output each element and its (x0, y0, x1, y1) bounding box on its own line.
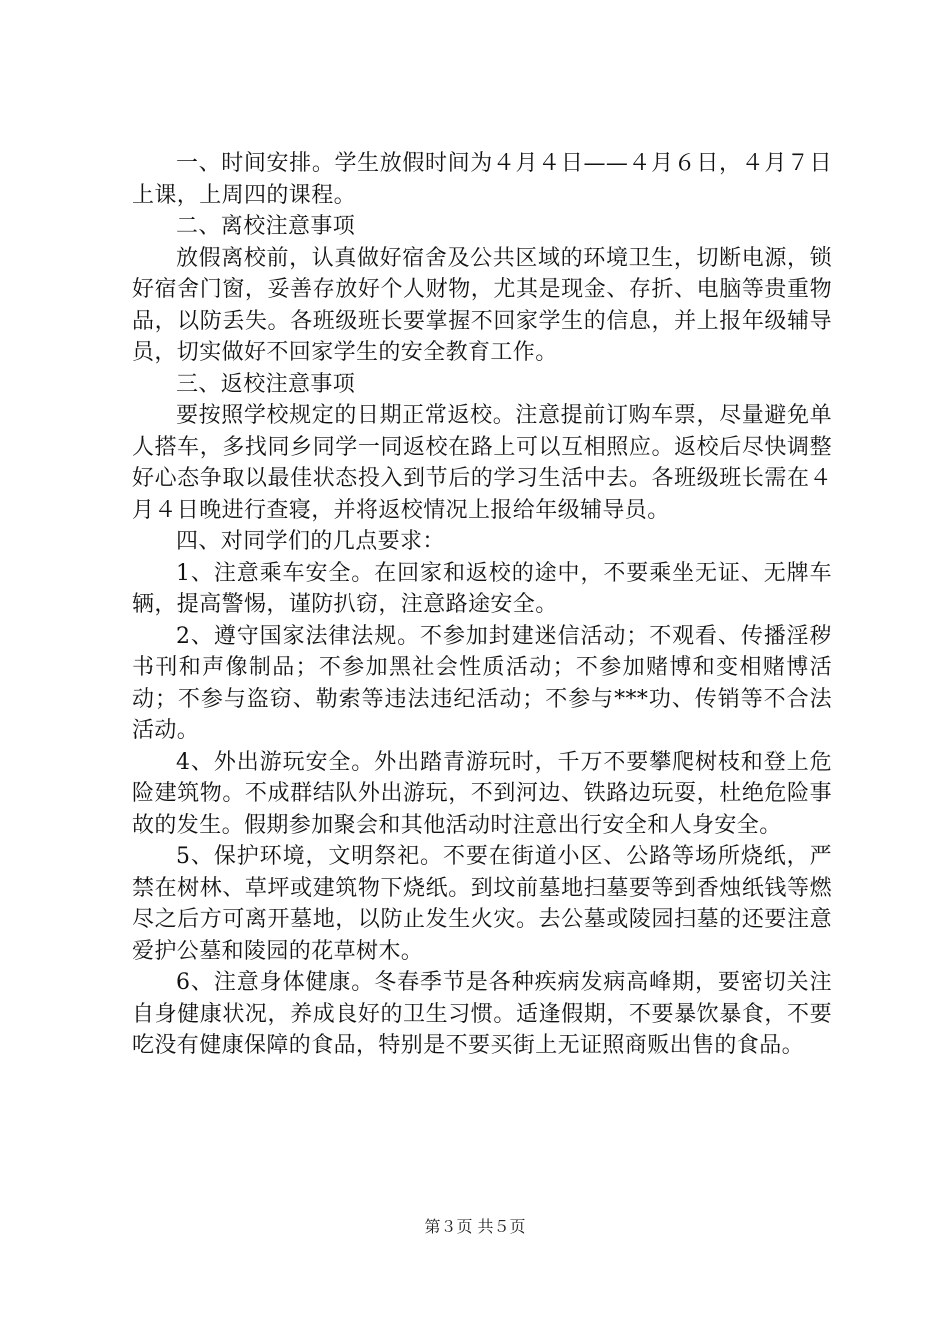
paragraph-requirement-6: 6、注意身体健康。冬春季节是各种疾病发病高峰期，要密切关注自身健康状况，养成良好的卫生习惯。适逢假期，不要暴饮暴食，不要吃没有健康保障的食品，特别是不要买街上无证照商贩出售的食品。 (132, 970, 832, 1058)
heading-leaving-school: 二、离校注意事项 (176, 214, 356, 239)
paragraph-requirement-5: 5、保护环境，文明祭祀。不要在街道小区、公路等场所烧纸，严禁在树林、草坪或建筑物下烧纸。到坟前墓地扫墓要等到香烛纸钱等燃尽之后方可离开墓地，以防止发生火灾。去公墓或陵园扫墓的还要注意爱护公墓和陵园的花草树木。 (132, 844, 832, 964)
paragraph-returning-school: 要按照学校规定的日期正常返校。注意提前订购车票，尽量避免单人搭车，多找同乡同学一同返校在路上可以互相照应。返校后尽快调整好心态争取以最佳状态投入到节后的学习生活中去。各班级班长需在４月４日晚进行查寝，并将返校情况上报给年级辅导员。 (132, 403, 832, 523)
heading-returning-school: 三、返校注意事项 (176, 371, 356, 397)
document-body (132, 148, 832, 1062)
page-number-footer: 第３页 共５页 (424, 1217, 526, 1236)
paragraph-leaving-school: 放假离校前，认真做好宿舍及公共区域的环境卫生，切断电源，锁好宿舍门窗，妥善存放好个人财物，尤其是现金、存折、电脑等贵重物品，以防丢失。各班级班长要掌握不回家学生的信息，并上报年级辅导员，切实做好不回家学生的安全教育工作。 (132, 245, 832, 365)
paragraph-requirement-2: 2、遵守国家法律法规。不参加封建迷信活动；不观看、传播淫秽书刊和声像制品；不参加黑社会性质活动；不参加赌博和变相赌博活动；不参与盗窃、勒索等违法违纪活动；不参与***功、传销等不合法活动。 (132, 623, 832, 743)
paragraph-requirement-4: 4、外出游玩安全。外出踏青游玩时，千万不要攀爬树枝和登上危险建筑物。不成群结队外出游玩，不到河边、铁路边玩耍，杜绝危险事故的发生。假期参加聚会和其他活动时注意出行安全和人身安全。 (132, 749, 832, 838)
paragraph-requirement-1: 1、注意乘车安全。在回家和返校的途中，不要乘坐无证、无牌车辆，提高警惕，谨防扒窃，注意路途安全。 (132, 560, 832, 617)
heading-requirements: 四、对同学们的几点要求： (176, 529, 445, 554)
paragraph-schedule: 一、时间安排。学生放假时间为４月４日——４月６日，４月７日上课，上周四的课程。 (132, 151, 832, 208)
